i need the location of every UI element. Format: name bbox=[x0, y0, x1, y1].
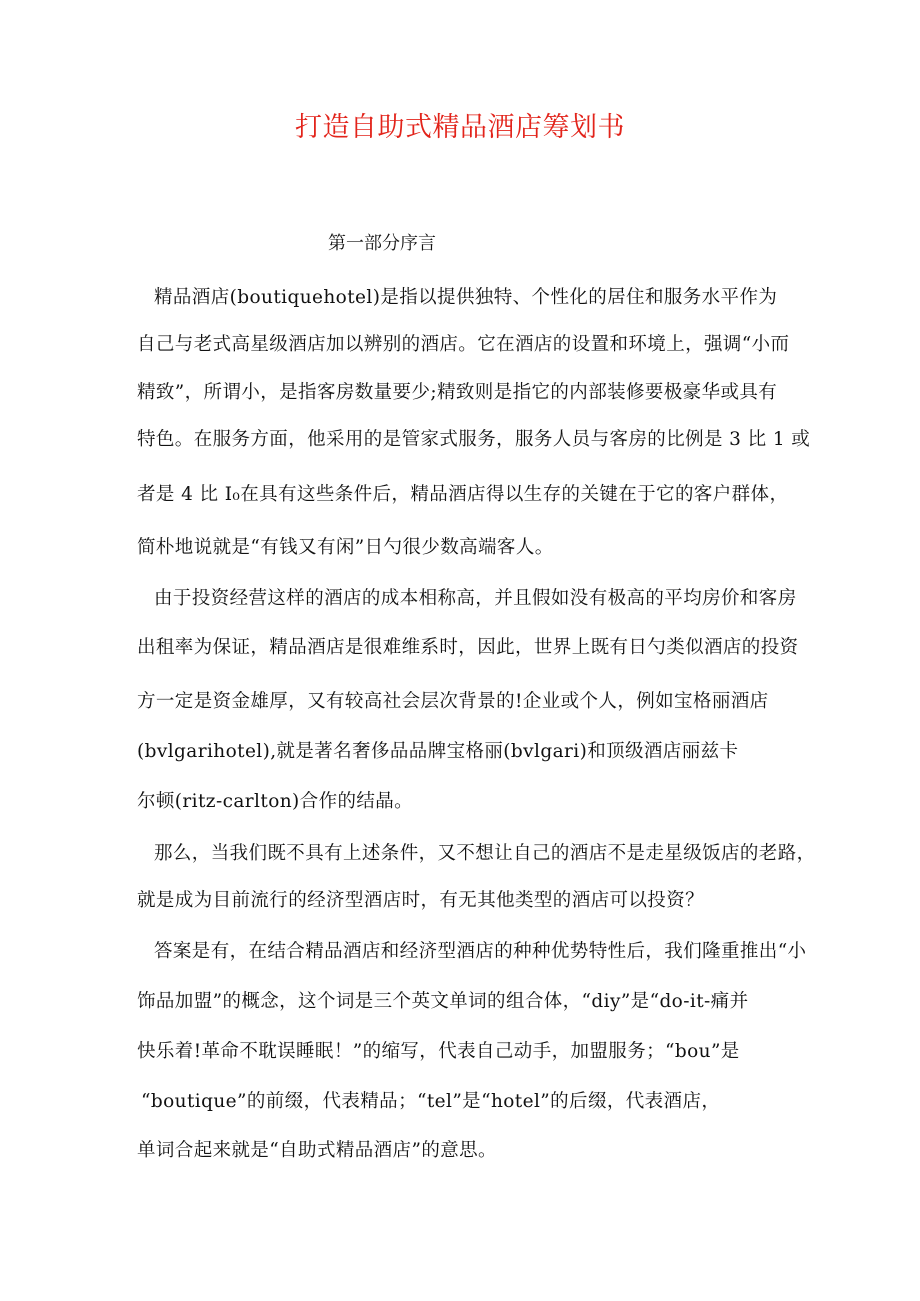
paragraph-1-line-1: 精品酒店(boutiquehotel)是指以提供独特、个性化的居住和服务水平作为 bbox=[154, 287, 778, 308]
paragraph-1-line-5: 者是 4 比 I₀在具有这些条件后，精品酒店得以生存的关键在于它的客户群体， bbox=[137, 484, 789, 505]
paragraph-1-line-6: 简朴地说就是“有钱又有闲”日勺很少数高端客人。 bbox=[137, 537, 554, 558]
paragraph-2-line-2: 出租率为保证，精品酒店是很难维系时，因此，世界上既有日勺类似酒店的投资 bbox=[137, 637, 799, 658]
paragraph-2-line-1: 由于投资经营这样的酒店的成本相称高，并且假如没有极高的平均房价和客房 bbox=[154, 588, 797, 609]
paragraph-4-line-3: 快乐着!革命不耽误睡眠！”的缩写，代表自己动手，加盟服务；“bou”是 bbox=[137, 1041, 740, 1062]
paragraph-4-line-2: 饰品加盟”的概念，这个词是三个英文单词的组合体，“diy”是“do-it-痛并 bbox=[137, 991, 749, 1012]
paragraph-2-line-5: 尔顿(ritz-carlton)合作的结晶。 bbox=[137, 791, 414, 812]
paragraph-1-line-2: 自己与老式高星级酒店加以辨别的酒店。它在酒店的设置和环境上，强调“小而 bbox=[137, 334, 790, 355]
paragraph-2-line-3: 方一定是资金雄厚，又有较高社会层次背景的!企业或个人，例如宝格丽酒店 bbox=[137, 691, 769, 712]
paragraph-4-line-4: “boutique”的前缀，代表精品；“tel”是“hotel”的后缀，代表酒店， bbox=[141, 1091, 721, 1112]
section-heading: 第一部分序言 bbox=[328, 233, 436, 254]
paragraph-1-line-3: 精致”，所谓小，是指客房数量要少;精致则是指它的内部装修要极豪华或具有 bbox=[137, 382, 778, 403]
paragraph-4-line-1: 答案是有，在结合精品酒店和经济型酒店的种种优势特性后，我们隆重推出“小 bbox=[154, 941, 807, 962]
paragraph-2-line-4: (bvlgarihotel),就是著名奢侈品品牌宝格丽(bvlgari)和顶级酒店丽兹卡 bbox=[137, 741, 739, 762]
paragraph-3-line-1: 那么，当我们既不具有上述条件，又不想让自己的酒店不是走星级饭店的老路， bbox=[154, 843, 816, 864]
document-title: 打造自助式精品酒店筹划书 bbox=[295, 112, 625, 143]
paragraph-4-line-5: 单词合起来就是“自助式精品酒店”的意思。 bbox=[137, 1140, 497, 1161]
paragraph-1-line-4: 特色。在服务方面，他采用的是管家式服务，服务人员与客房的比例是 3 比 1 或 bbox=[137, 429, 811, 450]
paragraph-3-line-2: 就是成为目前流行的经济型酒店时，有无其他类型的酒店可以投资？ bbox=[137, 890, 705, 911]
